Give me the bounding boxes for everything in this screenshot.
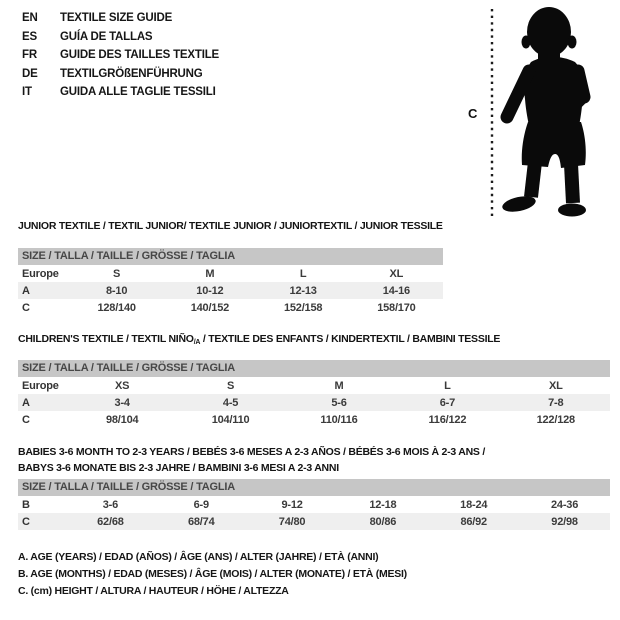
table-cell: 3-6 bbox=[102, 498, 119, 511]
guide-title: GUÍA DE TALLAS bbox=[60, 30, 153, 43]
row-label: C bbox=[22, 413, 30, 426]
babies-title-line2: BABYS 3-6 MONATE BIS 2-3 JAHRE / BAMBINI 3-6 MESI A 2-3 ANNI bbox=[18, 462, 339, 474]
children-size-table bbox=[18, 360, 610, 428]
table-cell: 24-36 bbox=[551, 498, 579, 511]
table-cell: 18-24 bbox=[460, 498, 488, 511]
size-header-bar: SIZE / TALLA / TAILLE / GRÖSSE / TAGLIA bbox=[18, 360, 610, 377]
list-item bbox=[22, 83, 219, 102]
children-title-subscript: /A bbox=[193, 339, 201, 346]
legend-line-a: A. AGE (YEARS) / EDAD (AÑOS) / ÂGE (ANS) / ALTER (JAHRE) / ETÀ (ANNI) bbox=[18, 551, 379, 563]
table-cell: 14-16 bbox=[382, 284, 410, 297]
table-row bbox=[18, 394, 610, 411]
size-header-bar: SIZE / TALLA / TAILLE / GRÖSSE / TAGLIA bbox=[18, 248, 443, 265]
children-table-title bbox=[18, 333, 500, 346]
measurement-legend bbox=[18, 549, 407, 600]
language-code: IT bbox=[22, 86, 32, 98]
table-row bbox=[18, 265, 443, 282]
guide-title: TEXTILE SIZE GUIDE bbox=[60, 12, 173, 24]
table-cell: 7-8 bbox=[548, 396, 564, 409]
table-row bbox=[18, 282, 443, 299]
guide-title: GUIDE DES TAILLES TEXTILE bbox=[60, 49, 219, 61]
junior-table-title: JUNIOR TEXTILE / TEXTIL JUNIOR/ TEXTILE JUNIOR / JUNIORTEXTIL / JUNIOR TESSILE bbox=[18, 220, 443, 232]
table-cell: S bbox=[227, 379, 235, 392]
list-item bbox=[22, 9, 219, 28]
table-cell: 158/170 bbox=[377, 301, 416, 314]
table-cell: 110/116 bbox=[320, 413, 358, 426]
table-cell: 10-12 bbox=[196, 284, 224, 297]
table-row bbox=[18, 411, 610, 428]
children-title-suffix: / TEXTILE DES ENFANTS / KINDERTEXTIL / BAMBINI TESSILE bbox=[200, 333, 501, 345]
table-cell: 12-13 bbox=[289, 284, 317, 297]
table-cell: 12-18 bbox=[369, 498, 397, 511]
table-cell: 86/92 bbox=[460, 515, 487, 528]
table-cell: M bbox=[334, 379, 344, 392]
table-cell: 3-4 bbox=[114, 396, 130, 409]
table-row bbox=[18, 496, 610, 513]
table-cell: M bbox=[205, 267, 215, 280]
language-code: ES bbox=[22, 30, 37, 43]
row-label: A bbox=[22, 284, 30, 297]
table-row bbox=[18, 513, 610, 530]
table-cell: S bbox=[113, 267, 121, 280]
row-label: C bbox=[22, 301, 30, 314]
table-cell: XS bbox=[115, 379, 130, 392]
language-code: FR bbox=[22, 49, 37, 61]
table-cell: XL bbox=[548, 379, 563, 392]
legend-line-c: C. (cm) HEIGHT / ALTURA / HAUTEUR / HÖHE / ALTEZZA bbox=[18, 585, 289, 597]
row-label: Europe bbox=[22, 379, 59, 392]
babies-size-table bbox=[18, 479, 610, 530]
table-cell: 9-12 bbox=[281, 498, 303, 511]
table-cell: 98/104 bbox=[105, 413, 139, 426]
language-code: DE bbox=[22, 67, 38, 80]
height-marker-label: C bbox=[468, 106, 478, 121]
list-item bbox=[22, 65, 219, 84]
table-cell: L bbox=[444, 379, 451, 392]
table-cell: L bbox=[299, 267, 307, 280]
toddler-silhouette bbox=[501, 7, 586, 217]
table-cell: 140/152 bbox=[190, 301, 230, 314]
table-cell: 5-6 bbox=[331, 396, 347, 409]
language-title-list bbox=[22, 9, 219, 102]
measurement-figure bbox=[460, 4, 620, 218]
table-cell: XL bbox=[389, 267, 404, 280]
table-cell: 122/128 bbox=[536, 413, 575, 426]
size-header-bar: SIZE / TALLA / TAILLE / GRÖSSE / TAGLIA bbox=[18, 479, 610, 496]
list-item bbox=[22, 28, 219, 47]
table-row bbox=[18, 377, 610, 394]
row-label: Europe bbox=[22, 267, 59, 280]
children-title-prefix: CHILDREN'S TEXTILE / TEXTIL NIÑO bbox=[18, 333, 194, 345]
legend-line-b: B. AGE (MONTHS) / EDAD (MESES) / ÂGE (MOIS) / ALTER (MONATE) / ETÀ (MESI) bbox=[18, 568, 407, 580]
table-row bbox=[18, 299, 443, 316]
babies-title-line1: BABIES 3-6 MONTH TO 2-3 YEARS / BEBÉS 3-6 MESES A 2-3 AÑOS / BÉBÉS 3-6 MOIS À 2-3 ANS / bbox=[18, 446, 486, 458]
table-cell: 128/140 bbox=[97, 301, 136, 314]
table-cell: 4-5 bbox=[222, 396, 239, 409]
list-item bbox=[22, 46, 219, 65]
junior-size-table bbox=[18, 248, 443, 316]
row-label: A bbox=[22, 396, 30, 409]
babies-table-title bbox=[18, 444, 485, 476]
table-cell: 62/68 bbox=[97, 515, 124, 528]
table-cell: 6-7 bbox=[439, 396, 456, 409]
table-cell: 80/86 bbox=[369, 515, 397, 528]
language-code: EN bbox=[22, 12, 38, 24]
table-cell: 8-10 bbox=[106, 284, 128, 297]
table-cell: 92/98 bbox=[551, 515, 578, 528]
guide-title: TEXTILGRÖßENFÜHRUNG bbox=[60, 67, 203, 80]
guide-title: GUIDA ALLE TAGLIE TESSILI bbox=[60, 86, 216, 98]
table-cell: 104/110 bbox=[211, 413, 250, 426]
table-cell: 6-9 bbox=[193, 498, 209, 511]
table-cell: 116/122 bbox=[428, 413, 467, 426]
table-cell: 152/158 bbox=[283, 301, 323, 314]
row-label: B bbox=[22, 498, 30, 511]
table-cell: 68/74 bbox=[187, 515, 215, 528]
table-cell: 74/80 bbox=[278, 515, 306, 528]
row-label: C bbox=[22, 515, 30, 528]
